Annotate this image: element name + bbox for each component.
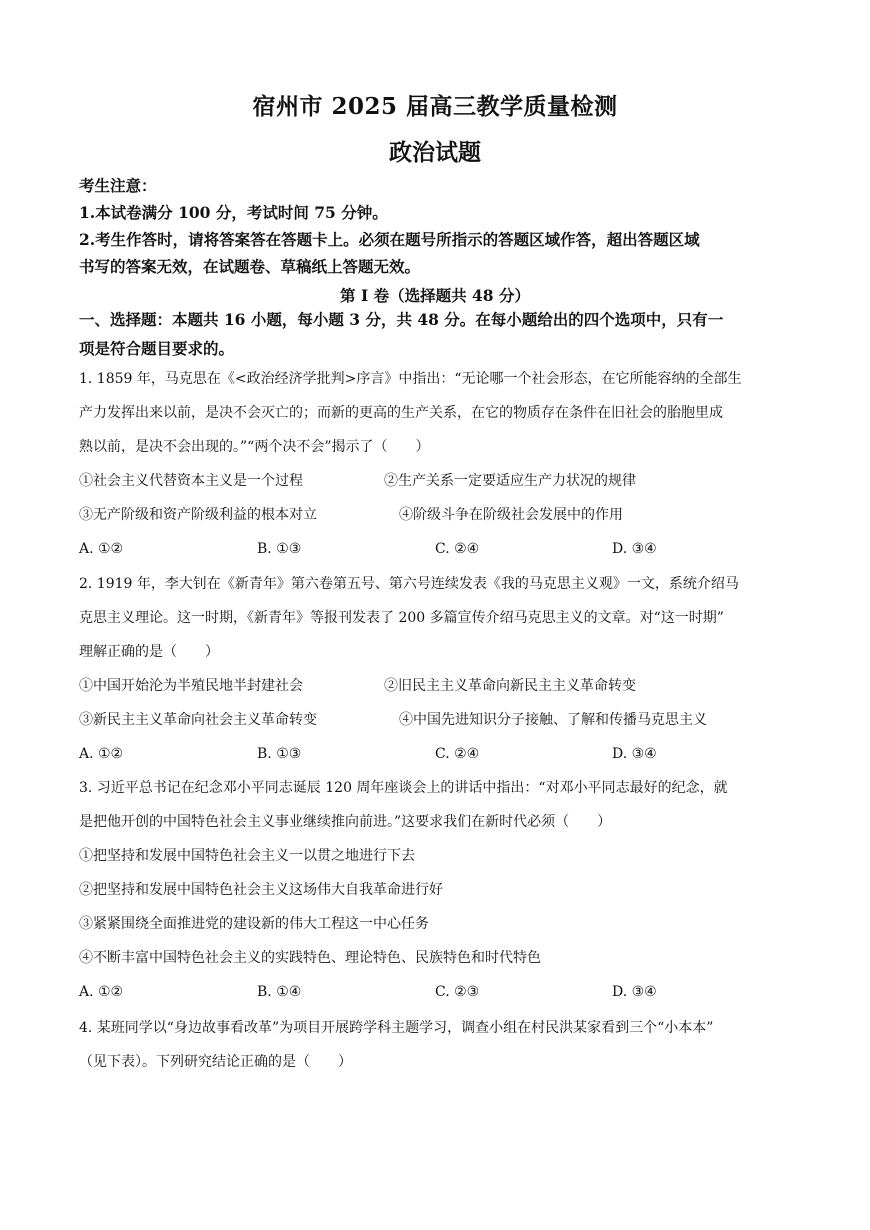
statement-option: ③新民主主义革命向社会主义革命转变 xyxy=(79,712,317,728)
statement-option: ①把坚持和发展中国特色社会主义一以贯之地进行下去 xyxy=(79,848,415,864)
answer-choice-a: A. ①② xyxy=(79,984,124,1000)
question-text-line: 熟以前，是决不会出现的。”“两个决不会”揭示了（ ） xyxy=(79,439,430,455)
statement-option: ①社会主义代替资本主义是一个过程 xyxy=(79,473,303,489)
statement-option: ②生产关系一定要适应生产力状况的规律 xyxy=(384,473,636,489)
answer-choice-b: B. ①③ xyxy=(257,541,302,557)
statement-option: ③无产阶级和资产阶级利益的根本对立 xyxy=(79,507,317,523)
answer-choices xyxy=(79,532,799,566)
question-text-line: 2. 1919 年，李大钊在《新青年》第六卷第五号、第六号连续发表《我的马克思主义观》一文，系统介绍马 xyxy=(79,576,739,592)
statement-option: ④不断丰富中国特色社会主义的实践特色、理论特色、民族特色和时代特色 xyxy=(79,950,541,966)
answer-choices xyxy=(79,975,799,1009)
notice-item-2-line-1: 2.考生作答时，请将答案答在答题卡上。必须在题号所指示的答题区域作答，超出答题区域 xyxy=(79,230,700,249)
statement-option: ③紧紧围绕全面推进党的建设新的伟大工程这一中心任务 xyxy=(79,916,429,932)
statement-row xyxy=(79,498,799,532)
notice-item-2-line-2: 书写的答案无效，在试题卷、草稿纸上答题无效。 xyxy=(79,257,421,276)
question-1 xyxy=(79,362,799,566)
statement-row xyxy=(79,464,799,498)
notice-heading: 考生注意： xyxy=(79,176,157,195)
question-4 xyxy=(79,1011,799,1079)
notice-block xyxy=(79,172,799,280)
question-text-line: 理解正确的是（ ） xyxy=(79,644,219,660)
answer-choice-b: B. ①③ xyxy=(257,746,302,762)
answer-choice-c: C. ②④ xyxy=(435,746,480,762)
question-text-line: 3. 习近平总书记在纪念邓小平同志诞辰 120 周年座谈会上的讲话中指出：“对邓小平同志最好的纪念，就 xyxy=(79,780,728,796)
statement-option: ②旧民主主义革命向新民主主义革命转变 xyxy=(384,678,636,694)
question-3 xyxy=(79,771,799,1009)
section-intro xyxy=(79,305,799,363)
statement-row xyxy=(79,703,799,737)
answer-choice-b: B. ①④ xyxy=(257,984,302,1000)
answer-choice-a: A. ①② xyxy=(79,746,124,762)
exam-title: 宿州市 2025 届高三教学质量检测 xyxy=(252,93,618,120)
answer-choice-d: D. ③④ xyxy=(612,746,657,762)
statement-option: ①中国开始沦为半殖民地半封建社会 xyxy=(79,678,303,694)
question-2 xyxy=(79,567,799,771)
section-intro-line-1: 一、选择题：本题共 16 小题，每小题 3 分，共 48 分。在每小题给出的四个选项中，只有一 xyxy=(79,310,724,329)
question-text-line: 克思主义理论。这一时期，《新青年》等报刊发表了 200 多篇宣传介绍马克思主义的文章。对“这一时期” xyxy=(79,610,724,626)
answer-choice-d: D. ③④ xyxy=(612,541,657,557)
question-text-line: 1. 1859 年，马克思在《<政治经济学批判>序言》中指出：“无论哪一个社会形态，在它所能容纳的全部生 xyxy=(79,371,742,387)
answer-choice-c: C. ②④ xyxy=(435,541,480,557)
exam-subject: 政治试题 xyxy=(389,139,481,166)
question-text-line: 4. 某班同学以“身边故事看改革”为项目开展跨学科主题学习，调查小组在村民洪某家看到三个“小本本” xyxy=(79,1020,714,1036)
answer-choice-a: A. ①② xyxy=(79,541,124,557)
question-text-line: （见下表）。下列研究结论正确的是（ ） xyxy=(79,1054,352,1070)
answer-choice-c: C. ②③ xyxy=(435,984,480,1000)
answer-choices xyxy=(79,737,799,771)
section-title: 第 I 卷（选择题共 48 分） xyxy=(340,286,530,305)
notice-item-1: 1.本试卷满分 100 分，考试时间 75 分钟。 xyxy=(79,203,388,222)
answer-choice-d: D. ③④ xyxy=(612,984,657,1000)
question-text-line: 是把他开创的中国特色社会主义事业继续推向前进。”这要求我们在新时代必须（ ） xyxy=(79,814,612,830)
statement-option: ④阶级斗争在阶级社会发展中的作用 xyxy=(399,507,623,523)
statement-option: ④中国先进知识分子接触、了解和传播马克思主义 xyxy=(399,712,707,728)
question-text-line: 产力发挥出来以前，是决不会灭亡的；而新的更高的生产关系，在它的物质存在条件在旧社会的胎胞里成 xyxy=(79,405,723,421)
section-intro-line-2: 项是符合题目要求的。 xyxy=(79,339,235,358)
statement-option: ②把坚持和发展中国特色社会主义这场伟大自我革命进行好 xyxy=(79,882,443,898)
statement-row xyxy=(79,669,799,703)
